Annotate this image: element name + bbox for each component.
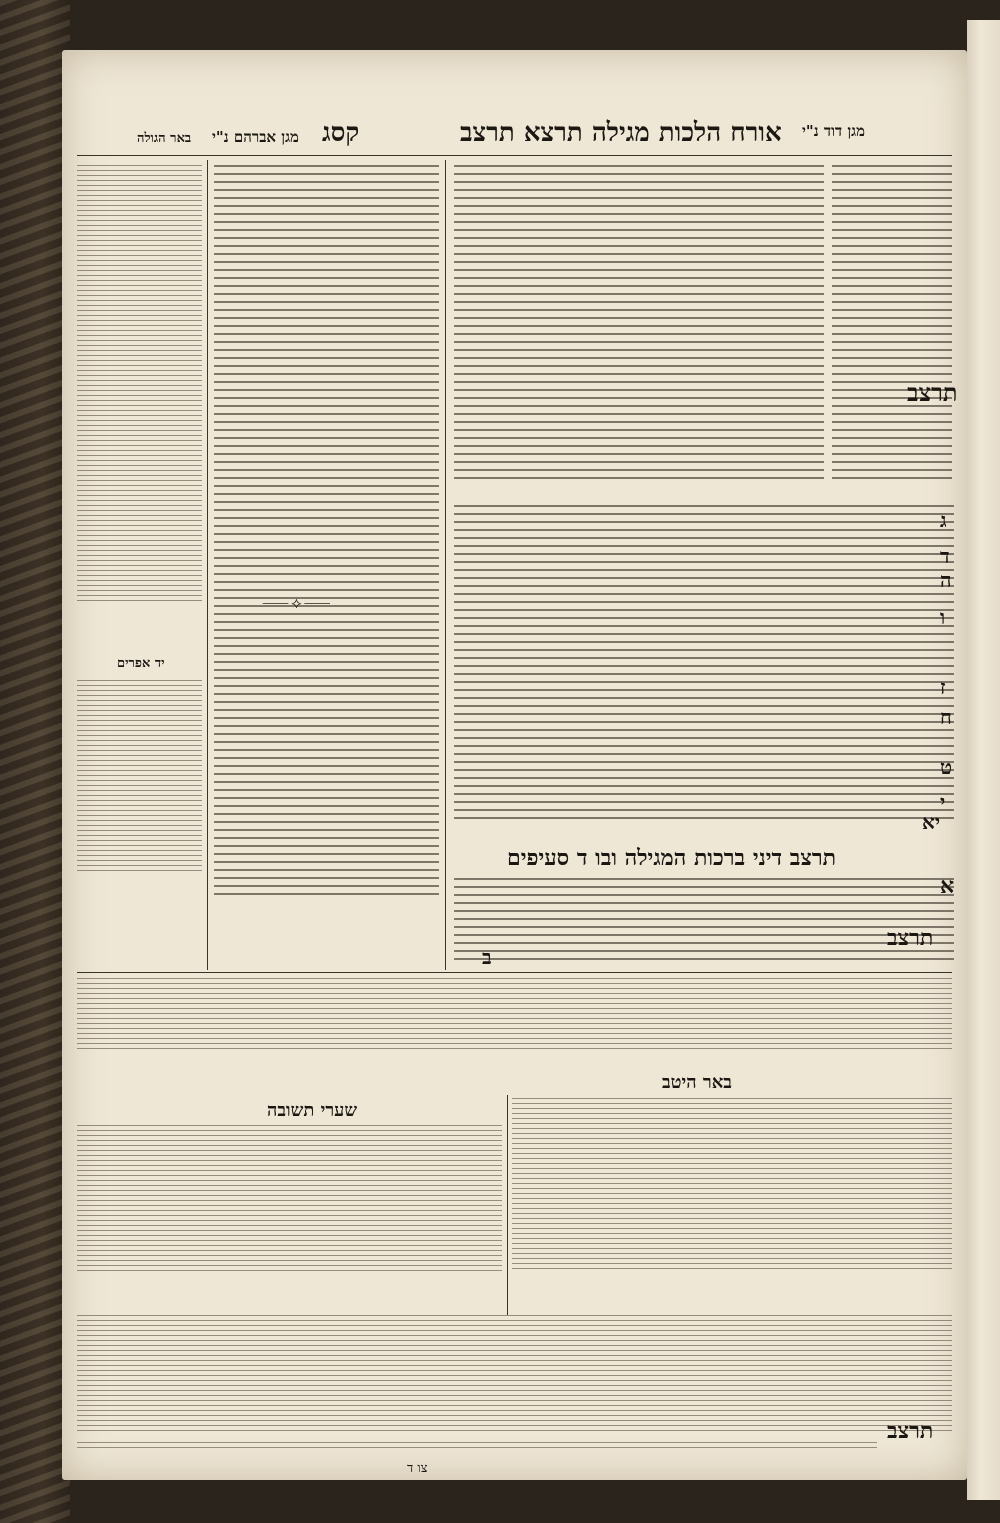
beer-hagolah-column bbox=[77, 165, 202, 635]
yad-efraim-column bbox=[77, 680, 202, 965]
seif-marker-dalet: ד bbox=[940, 544, 950, 568]
main-text-upper bbox=[454, 165, 824, 495]
ornament-divider: ⸺⟡⸺ bbox=[262, 593, 333, 612]
seif-marker-he: ה bbox=[940, 568, 952, 592]
siman-heading: תרצב דיני ברכות המגילה ובו ד סעיפים bbox=[507, 845, 837, 871]
seif-marker-gimel: ג bbox=[940, 508, 947, 532]
commentary-rule bbox=[77, 972, 952, 973]
seif-marker-bet: ב bbox=[482, 945, 492, 969]
margin-column-rule bbox=[207, 160, 208, 970]
running-head-left: מגן אברהם נ"י bbox=[212, 128, 299, 146]
footnote-band bbox=[77, 978, 952, 1068]
running-head-right: מגן דוד נ"י bbox=[802, 122, 866, 140]
seif-marker-yud-alef: יא bbox=[922, 810, 941, 834]
seif-marker-vav: ו bbox=[940, 605, 946, 629]
main-column-rule bbox=[445, 160, 446, 970]
beer-heitev-heading: באר היטב bbox=[662, 1072, 732, 1093]
page-sheet bbox=[62, 50, 967, 1480]
siman-marker-1: תרצב bbox=[907, 378, 958, 407]
commentary-column-rule bbox=[507, 1095, 508, 1315]
yad-efraim-label: יד אפרים bbox=[117, 656, 165, 671]
final-lines bbox=[77, 1442, 877, 1464]
siman-marker-3: תרצב bbox=[887, 1418, 934, 1444]
header-rule bbox=[77, 155, 952, 156]
margin-head-left: באר הגולה bbox=[137, 131, 192, 146]
seif-marker-chet: ח bbox=[940, 705, 952, 729]
bottom-commentary bbox=[77, 1315, 952, 1435]
page-edge bbox=[967, 20, 1000, 1500]
running-title: אורח הלכות מגילה תרצא תרצב bbox=[460, 118, 782, 148]
beer-heitev-column bbox=[512, 1098, 952, 1308]
footer-signature: צו ד bbox=[407, 1461, 428, 1476]
shaarei-teshuva-column bbox=[77, 1125, 502, 1310]
main-text-siman-692 bbox=[454, 878, 954, 968]
magen-david-column bbox=[832, 165, 952, 495]
siman-marker-2: תרצב bbox=[887, 925, 934, 951]
seif-marker-yud: י bbox=[940, 790, 946, 814]
seif-marker-tet: ט bbox=[940, 755, 953, 779]
page-number: קסג bbox=[322, 118, 360, 148]
seif-marker-zayin: ז bbox=[940, 675, 946, 699]
book-binding bbox=[0, 0, 70, 1523]
seif-marker-alef: א bbox=[940, 873, 955, 899]
shaarei-teshuva-heading: שערי תשובה bbox=[267, 1100, 358, 1121]
main-text-lower bbox=[454, 505, 954, 840]
magen-avraham-column bbox=[214, 165, 439, 965]
